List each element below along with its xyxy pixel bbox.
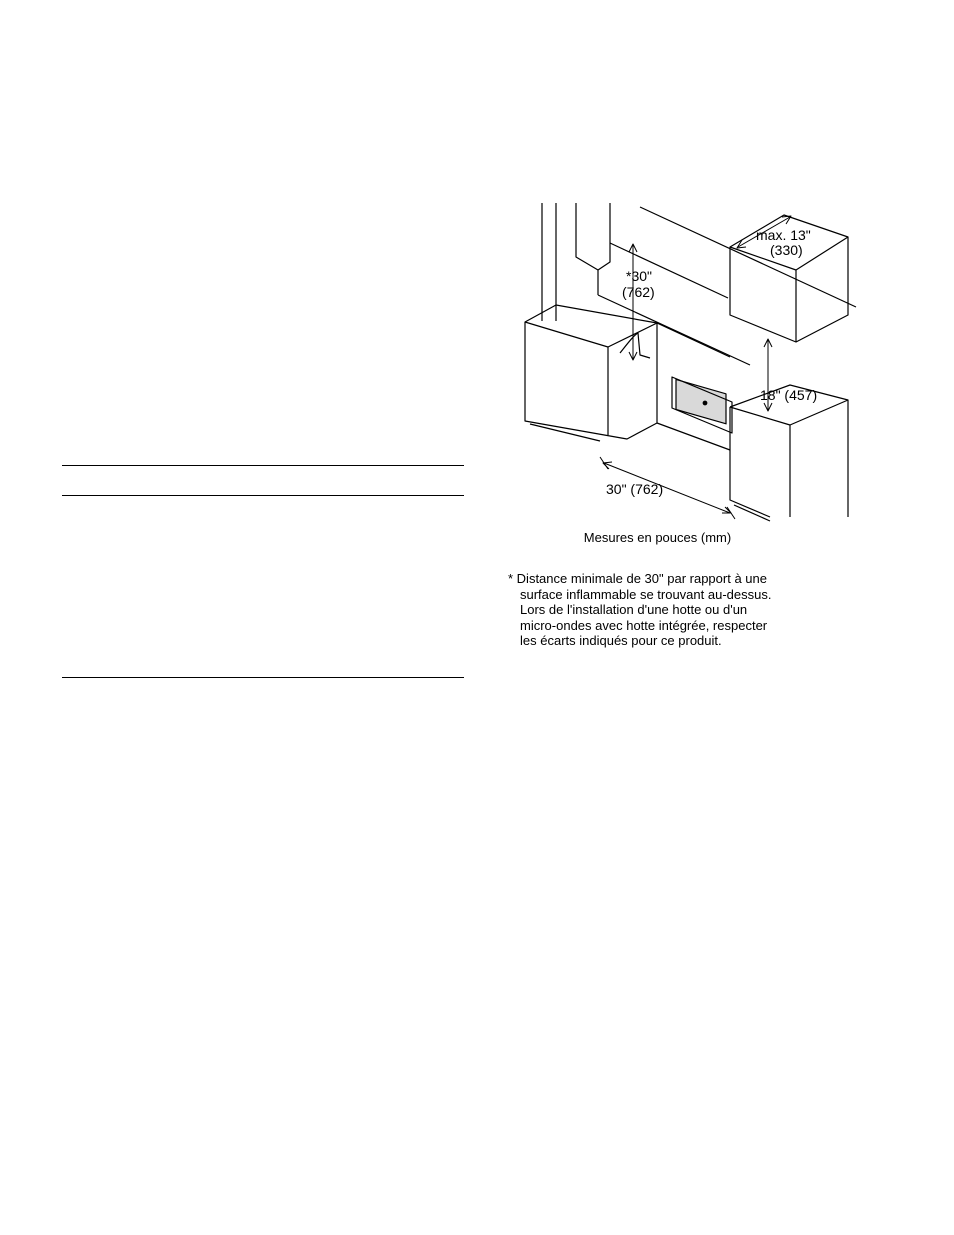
wall-counter-line xyxy=(598,295,750,365)
label-30-star: *30" xyxy=(626,268,652,284)
right-base-cabinet xyxy=(730,385,848,517)
clearance-note xyxy=(508,571,828,649)
note-line-3: Lors de l'installation d'une hotte ou d'un xyxy=(520,602,748,617)
note-line-4: micro-ondes avec hotte intégrée, respecter xyxy=(520,617,768,633)
upper-cabinet-left xyxy=(576,203,610,295)
middle-rule xyxy=(62,495,464,496)
left-cabinet-top-front xyxy=(525,322,657,347)
installation-clearance-diagram xyxy=(500,195,860,525)
note-line-5: les écarts indiqués pour ce produit. xyxy=(520,633,722,648)
bottom-rule xyxy=(62,677,464,678)
wall-top-line xyxy=(640,207,856,307)
note-line-1: * Distance minimale de 30" par rapport à une xyxy=(508,571,767,586)
measurement-caption: Mesures en pouces (mm) xyxy=(583,530,732,545)
left-base-cabinet xyxy=(525,305,657,439)
tall-column xyxy=(542,203,556,321)
right-cabinet-plinth xyxy=(734,505,770,521)
label-max-13: max. 13" xyxy=(756,227,811,243)
label-30-762-bottom: 30" (762) xyxy=(606,481,664,497)
label-762-top: (762) xyxy=(622,284,655,300)
right-cabinet-top xyxy=(730,400,848,517)
label-330: (330) xyxy=(770,242,803,258)
left-cabinet-notch xyxy=(620,333,650,358)
note-line-2: surface inflammable se trouvant au-dessus. xyxy=(520,586,772,602)
diagram-drawing xyxy=(500,195,860,525)
label-18-457: 18" (457) xyxy=(760,387,818,403)
range-knob xyxy=(703,401,707,405)
control-panel-window xyxy=(676,379,726,423)
top-rule xyxy=(62,465,464,466)
